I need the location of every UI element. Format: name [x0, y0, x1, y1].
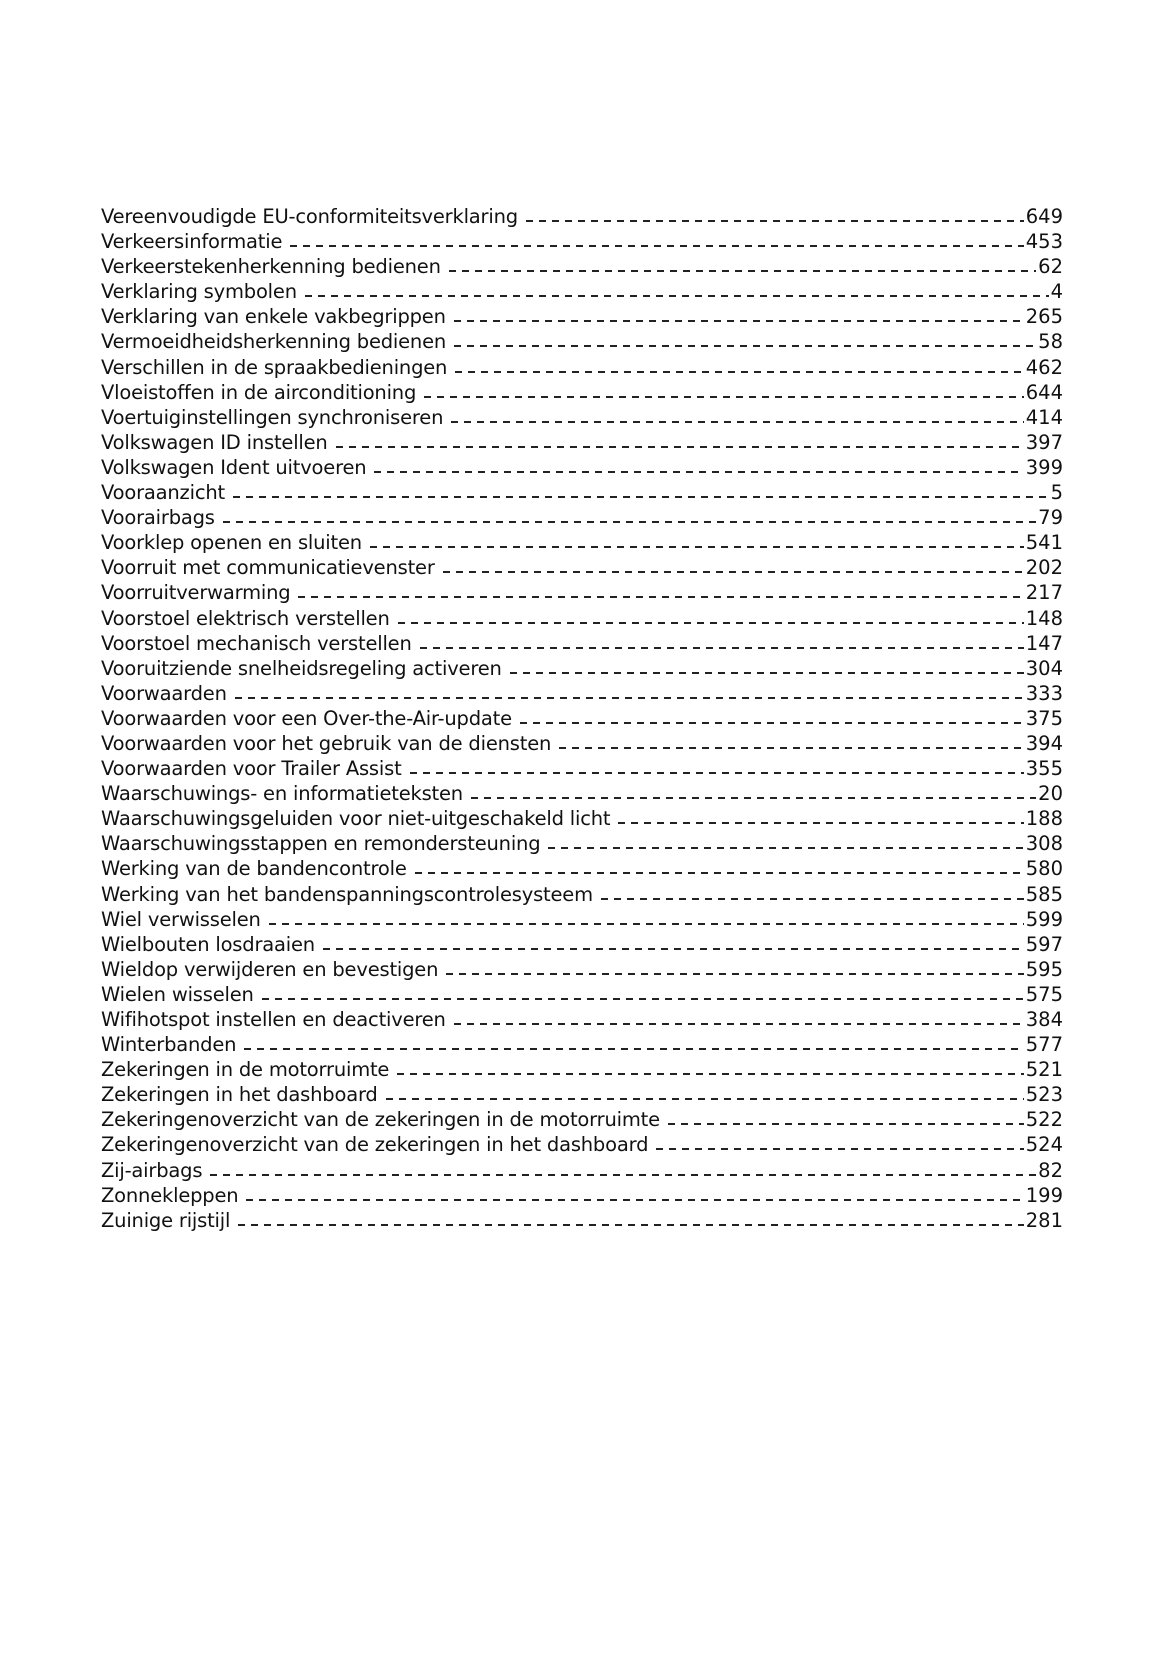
dot-leader — [526, 220, 1024, 222]
index-entry — [101, 1107, 1063, 1132]
index-entry — [101, 204, 1063, 229]
index-entry — [101, 1057, 1063, 1082]
index-list — [101, 204, 1063, 1233]
dot-leader — [398, 622, 1024, 624]
index-entry-page: 355 — [1025, 757, 1063, 781]
index-entry-page: 521 — [1025, 1058, 1063, 1082]
index-entry-page: 644 — [1025, 380, 1063, 404]
index-entry-page: 575 — [1025, 982, 1063, 1006]
index-entry-title: Waarschuwingsgeluiden voor niet-uitgeschakeld licht — [101, 807, 611, 831]
dot-leader — [386, 1098, 1024, 1100]
index-entry — [101, 681, 1063, 706]
dot-leader — [238, 1224, 1024, 1226]
index-entry-title: Wieldop verwijderen en bevestigen — [101, 957, 439, 981]
index-entry — [101, 1132, 1063, 1157]
index-entry-page: 58 — [1038, 330, 1063, 354]
index-entry-page: 217 — [1025, 581, 1063, 605]
index-entry-page: 462 — [1025, 355, 1063, 379]
dot-leader — [454, 345, 1036, 347]
dot-leader — [370, 546, 1024, 548]
index-entry-page: 265 — [1025, 305, 1063, 329]
index-entry-page: 79 — [1038, 506, 1063, 530]
index-entry — [101, 580, 1063, 605]
index-entry — [101, 329, 1063, 354]
index-entry — [101, 430, 1063, 455]
index-entry-page: 524 — [1025, 1133, 1063, 1157]
index-entry-page: 595 — [1025, 957, 1063, 981]
index-entry — [101, 480, 1063, 505]
dot-leader — [298, 596, 1023, 598]
index-entry — [101, 505, 1063, 530]
dot-leader — [668, 1123, 1024, 1125]
index-entry — [101, 806, 1063, 831]
index-entry-title: Voorwaarden voor het gebruik van de diensten — [101, 731, 552, 755]
dot-leader — [443, 571, 1024, 573]
index-entry-title: Voorwaarden voor Trailer Assist — [101, 757, 402, 781]
index-entry-page: 649 — [1025, 205, 1063, 228]
index-entry-title: Voorruit met communicatievenster — [101, 556, 435, 580]
index-entry-title: Verkeerstekenherkenning bedienen — [101, 255, 441, 279]
index-entry-title: Vermoeidheidsherkenning bedienen — [101, 330, 447, 354]
index-entry — [101, 831, 1063, 856]
index-entry-title: Vooruitziende snelheidsregeling activeren — [101, 656, 502, 680]
index-entry-title: Wielbouten losdraaien — [101, 932, 315, 956]
index-entry — [101, 304, 1063, 329]
index-entry-title: Zuinige rijstijl — [101, 1208, 231, 1232]
dot-leader — [262, 998, 1024, 1000]
index-entry-page: 4 — [1050, 280, 1063, 304]
index-entry-page: 147 — [1025, 631, 1063, 655]
index-entry-title: Verklaring symbolen — [101, 280, 297, 304]
index-entry-page: 523 — [1025, 1083, 1063, 1107]
dot-leader — [305, 295, 1049, 297]
index-entry — [101, 1208, 1063, 1233]
index-entry-page: 577 — [1025, 1033, 1063, 1057]
index-entry — [101, 982, 1063, 1007]
index-entry-page: 384 — [1025, 1008, 1063, 1031]
dot-leader — [323, 948, 1024, 950]
index-entry-title: Voorruitverwarming — [101, 581, 291, 605]
index-entry-title: Zekeringen in de motorruimte — [101, 1058, 390, 1082]
index-entry-page: 522 — [1025, 1108, 1063, 1132]
index-entry-title: Wiel verwisselen — [101, 907, 261, 931]
index-entry-title: Zekeringen in het dashboard — [101, 1083, 378, 1107]
index-entry-title: Verkeersinformatie — [101, 230, 283, 254]
index-entry — [101, 606, 1063, 631]
index-entry-title: Waarschuwings- en informatieteksten — [101, 782, 463, 806]
dot-leader — [454, 320, 1024, 322]
index-entry — [101, 932, 1063, 957]
index-entry — [101, 631, 1063, 656]
index-entry-title: Voorstoel elektrisch verstellen — [101, 606, 390, 630]
dot-leader — [446, 973, 1024, 975]
dot-leader — [510, 672, 1024, 674]
index-entry-title: Waarschuwingsstappen en remondersteuning — [101, 832, 541, 856]
index-entry-page: 188 — [1025, 807, 1063, 831]
index-entry-title: Volkswagen Ident uitvoeren — [101, 455, 367, 479]
index-entry-page: 394 — [1025, 731, 1063, 755]
dot-leader — [420, 647, 1024, 649]
dot-leader — [233, 496, 1049, 498]
index-entry — [101, 455, 1063, 480]
index-entry-title: Winterbanden — [101, 1033, 237, 1057]
dot-leader — [374, 471, 1023, 473]
index-entry-page: 414 — [1025, 405, 1063, 429]
dot-leader — [223, 521, 1036, 523]
index-entry — [101, 756, 1063, 781]
index-entry-title: Wielen wisselen — [101, 982, 254, 1006]
index-entry-page: 597 — [1025, 932, 1063, 956]
dot-leader — [449, 270, 1036, 272]
dot-leader — [455, 371, 1024, 373]
index-entry-title: Verschillen in de spraakbedieningen — [101, 355, 448, 379]
index-entry-page: 333 — [1025, 681, 1063, 705]
dot-leader — [397, 1073, 1024, 1075]
dot-leader — [424, 396, 1024, 398]
index-entry-page: 599 — [1025, 907, 1063, 931]
index-entry — [101, 781, 1063, 806]
index-entry — [101, 1183, 1063, 1208]
index-entry — [101, 380, 1063, 405]
index-entry — [101, 405, 1063, 430]
dot-leader — [520, 722, 1024, 724]
index-entry-title: Volkswagen ID instellen — [101, 430, 328, 454]
index-entry — [101, 856, 1063, 881]
index-entry-title: Voorstoel mechanisch verstellen — [101, 631, 412, 655]
index-entry — [101, 957, 1063, 982]
index-entry-title: Wifihotspot instellen en deactiveren — [101, 1008, 446, 1031]
dot-leader — [454, 1023, 1024, 1025]
index-entry — [101, 882, 1063, 907]
index-entry — [101, 1082, 1063, 1107]
dot-leader — [210, 1174, 1036, 1176]
index-entry-page: 82 — [1038, 1158, 1063, 1182]
index-entry-title: Vloeistoffen in de airconditioning — [101, 380, 417, 404]
index-entry-page: 541 — [1025, 531, 1063, 555]
index-entry — [101, 731, 1063, 756]
dot-leader — [246, 1199, 1023, 1201]
index-entry — [101, 907, 1063, 932]
index-entry-title: Voorwaarden voor een Over-the-Air-update — [101, 706, 512, 730]
index-entry — [101, 355, 1063, 380]
index-entry — [101, 555, 1063, 580]
index-entry-title: Verklaring van enkele vakbegrippen — [101, 305, 446, 329]
index-entry-title: Zekeringenoverzicht van de zekeringen in de motorruimte — [101, 1108, 660, 1132]
index-entry — [101, 1007, 1063, 1032]
dot-leader — [415, 872, 1024, 874]
index-entry-page: 199 — [1025, 1183, 1063, 1207]
index-entry-title: Voorairbags — [101, 506, 215, 530]
dot-leader — [656, 1148, 1024, 1150]
index-entry-page: 399 — [1025, 455, 1063, 479]
index-entry-page: 281 — [1025, 1208, 1063, 1232]
index-entry-page: 585 — [1025, 882, 1063, 906]
dot-leader — [235, 697, 1024, 699]
index-entry — [101, 254, 1063, 279]
index-entry — [101, 656, 1063, 681]
index-entry-title: Voertuiginstellingen synchroniseren — [101, 405, 444, 429]
index-entry-title: Zekeringenoverzicht van de zekeringen in het dashboard — [101, 1133, 649, 1157]
index-entry-title: Vooraanzicht — [101, 481, 225, 505]
dot-leader — [410, 772, 1024, 774]
index-entry-page: 202 — [1025, 556, 1063, 580]
index-entry — [101, 1158, 1063, 1183]
dot-leader — [290, 245, 1024, 247]
index-entry-title: Vereenvoudigde EU-conformiteitsverklaring — [101, 205, 518, 228]
index-entry-title: Voorklep openen en sluiten — [101, 531, 362, 555]
index-entry-page: 62 — [1038, 255, 1063, 279]
dot-leader — [601, 898, 1024, 900]
index-entry-page: 453 — [1025, 230, 1063, 254]
index-entry — [101, 229, 1063, 254]
dot-leader — [451, 421, 1024, 423]
dot-leader — [471, 797, 1036, 799]
index-entry — [101, 279, 1063, 304]
index-entry-title: Zij-airbags — [101, 1158, 203, 1182]
index-entry — [101, 1032, 1063, 1057]
dot-leader — [618, 822, 1023, 824]
index-entry-title: Zonnekleppen — [101, 1183, 239, 1207]
index-entry-page: 397 — [1025, 430, 1063, 454]
index-entry-page: 20 — [1038, 782, 1063, 806]
index-entry-title: Werking van de bandencontrole — [101, 857, 407, 881]
dot-leader — [336, 446, 1024, 448]
index-entry-title: Werking van het bandenspanningscontrolesysteem — [101, 882, 593, 906]
index-entry-page: 5 — [1050, 481, 1063, 505]
index-entry-page: 375 — [1025, 706, 1063, 730]
index-entry-page: 148 — [1025, 606, 1063, 630]
index-entry-title: Voorwaarden — [101, 681, 227, 705]
dot-leader — [559, 747, 1024, 749]
dot-leader — [269, 923, 1024, 925]
dot-leader — [548, 847, 1023, 849]
index-entry — [101, 530, 1063, 555]
index-entry-page: 308 — [1025, 832, 1063, 856]
index-entry-page: 304 — [1025, 656, 1063, 680]
dot-leader — [244, 1048, 1023, 1050]
index-entry — [101, 706, 1063, 731]
index-entry-page: 580 — [1025, 857, 1063, 881]
